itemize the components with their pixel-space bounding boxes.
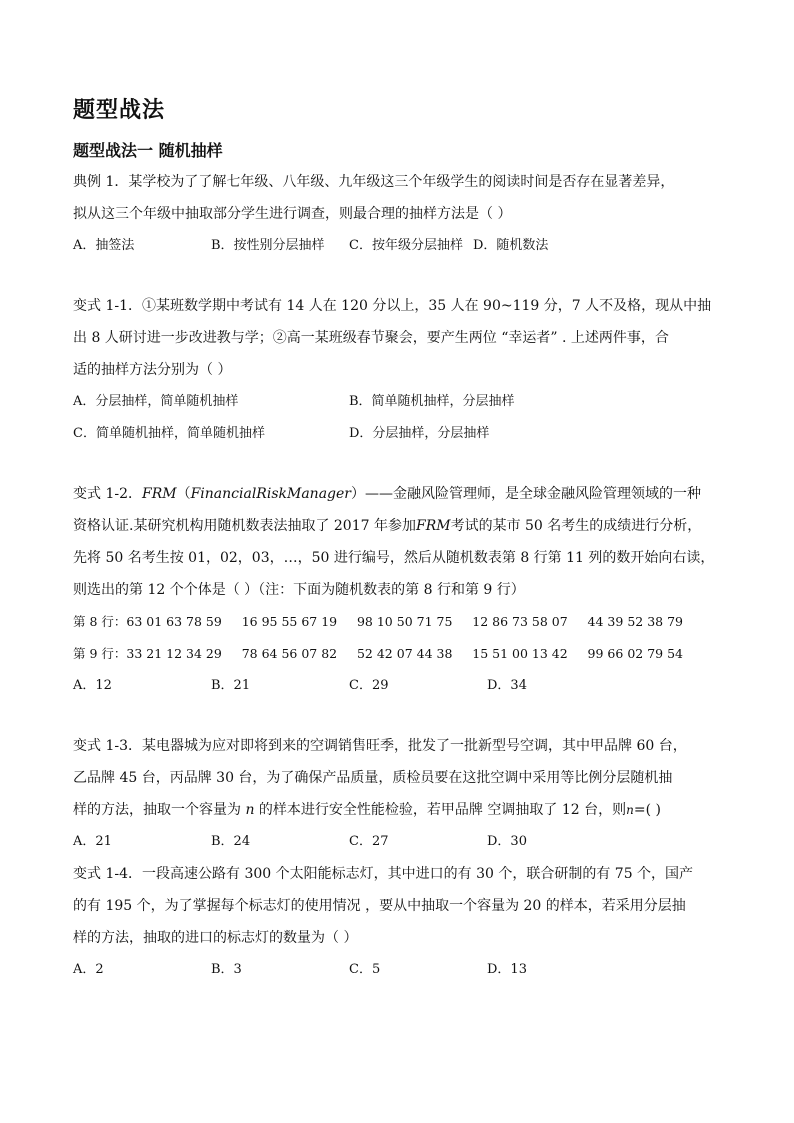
question-2 xyxy=(73,290,743,450)
option-d: D．随机数法 xyxy=(472,238,549,253)
question-4-line-3-start: 样的方法，抽取一个容量为 xyxy=(73,802,246,818)
question-3-line-2 xyxy=(73,510,743,542)
option-a: A．21 xyxy=(73,834,112,849)
question-5-line-1: 变式 1-4．一段高速公路有 300 个太阳能标志灯，其中进口的有 30 个，联合研制的有 75 个，国产 xyxy=(73,866,694,882)
question-5-line-2: 的有 195 个，为了掌握每个标志灯的使用情况 ，要从中抽取一个容量为 20 的样本，若采用分层抽 xyxy=(73,898,686,914)
question-4-line-2: 乙品牌 45 台，丙品牌 30 台，为了确保产品质量，质检员要在这批空调中采用等比例分层随机抽 xyxy=(73,770,673,786)
question-4 xyxy=(73,730,743,858)
option-a: A．抽签法 xyxy=(73,238,135,253)
question-5-line-3: 样的方法，抽取的进口的标志灯的数量为（ ） xyxy=(73,930,358,946)
option-a: A．分层抽样，简单随机抽样 xyxy=(73,394,239,409)
frm-full-name: FinancialRiskManager xyxy=(190,486,351,502)
question-2-line-3: 适的抽样方法分别为（ ） xyxy=(73,362,232,378)
frm-term: FRM xyxy=(415,518,451,534)
question-1-options xyxy=(73,230,743,262)
random-table-row-9: 第 9 行：33 21 12 34 29 78 64 56 07 82 52 42 07 44 38 15 51 00 13 42 99 66 02 79 54 xyxy=(73,646,683,661)
option-b: B．简单随机抽样，分层抽样 xyxy=(349,394,515,409)
variable-n: n xyxy=(626,803,634,817)
option-d: D．分层抽样，分层抽样 xyxy=(349,426,490,441)
option-c: C．按年级分层抽样 xyxy=(349,238,463,253)
question-4-line-1: 变式 1-3．某电器城为应对即将到来的空调销售旺季，批发了一批新型号空调，其中甲品牌 60 台， xyxy=(73,738,687,754)
question-3-options xyxy=(73,670,743,702)
variable-n: n xyxy=(245,802,255,818)
option-c: C．简单随机抽样，简单随机抽样 xyxy=(73,426,265,441)
question-1-line-1: 典例 1．某学校为了了解七年级、八年级、九年级这三个年级学生的阅读时间是否存在显著差异， xyxy=(73,174,675,190)
question-5 xyxy=(73,858,743,986)
option-d: D．30 xyxy=(487,834,527,849)
section-title: 题型战法一 随机抽样 xyxy=(73,141,223,160)
question-4-options xyxy=(73,826,743,858)
question-2-line-2: 出 8 人研讨进一步改进教与学；②高一某班级春节聚会，要产生两位 “幸运者” . 上述两件事，合 xyxy=(73,330,669,346)
question-3-line-4: 则选出的第 12 个个体是（ ）（注：下面为随机数表的第 8 行和第 9 行） xyxy=(73,582,525,598)
question-5-options xyxy=(73,954,743,986)
question-4-line-3-end: =( ) xyxy=(633,802,661,818)
question-3 xyxy=(73,478,743,702)
page-title: 题型战法 xyxy=(73,98,166,123)
question-2-options-row-1 xyxy=(73,386,743,418)
paren-open: （ xyxy=(176,486,191,502)
option-b: B．3 xyxy=(211,962,242,977)
option-b: B．21 xyxy=(211,678,251,693)
option-c: C．5 xyxy=(349,962,381,977)
option-b: B．按性别分层抽样 xyxy=(211,238,325,253)
option-c: C．27 xyxy=(349,834,389,849)
option-d: D．13 xyxy=(487,962,527,977)
question-3-line-3: 先将 50 名考生按 01，02，03，…，50 进行编号，然后从随机数表第 8 行第 11 列的数开始向右读， xyxy=(73,550,715,566)
question-2-options-row-2 xyxy=(73,418,743,450)
question-4-line-3 xyxy=(73,794,743,826)
question-2-line-1: 变式 1-1．①某班数学期中考试有 14 人在 120 分以上，35 人在 90~119 分，7 人不及格，现从中抽 xyxy=(73,298,712,314)
option-b: B．24 xyxy=(211,834,251,849)
document-page xyxy=(73,96,743,986)
random-table-row-8: 第 8 行：63 01 63 78 59 16 95 55 67 19 98 10 50 71 75 12 86 73 58 07 44 39 52 38 79 xyxy=(73,614,683,629)
question-1-line-2: 拟从这三个年级中抽取部分学生进行调查，则最合理的抽样方法是（ ） xyxy=(73,206,512,222)
question-4-line-3-middle: 的样本进行安全性能检验，若甲品牌 空调抽取了 12 台，则 xyxy=(254,802,627,818)
question-3-line-1 xyxy=(73,478,743,510)
question-1 xyxy=(73,166,743,262)
option-d: D．34 xyxy=(487,678,527,693)
question-3-line-2-start: 资格认证.某研究机构用随机数表法抽取了 2017 年参加 xyxy=(73,518,416,534)
option-c: C．29 xyxy=(349,678,389,693)
question-3-label: 变式 1-2． xyxy=(73,486,142,502)
option-a: A．2 xyxy=(73,962,104,977)
question-3-line-2-rest: 考试的某市 50 名考生的成绩进行分析， xyxy=(450,518,702,534)
option-a: A．12 xyxy=(73,678,112,693)
frm-term: FRM xyxy=(142,486,177,502)
question-3-line-1-rest: ）——金融风险管理师，是全球金融风险管理领域的一种 xyxy=(350,486,701,502)
